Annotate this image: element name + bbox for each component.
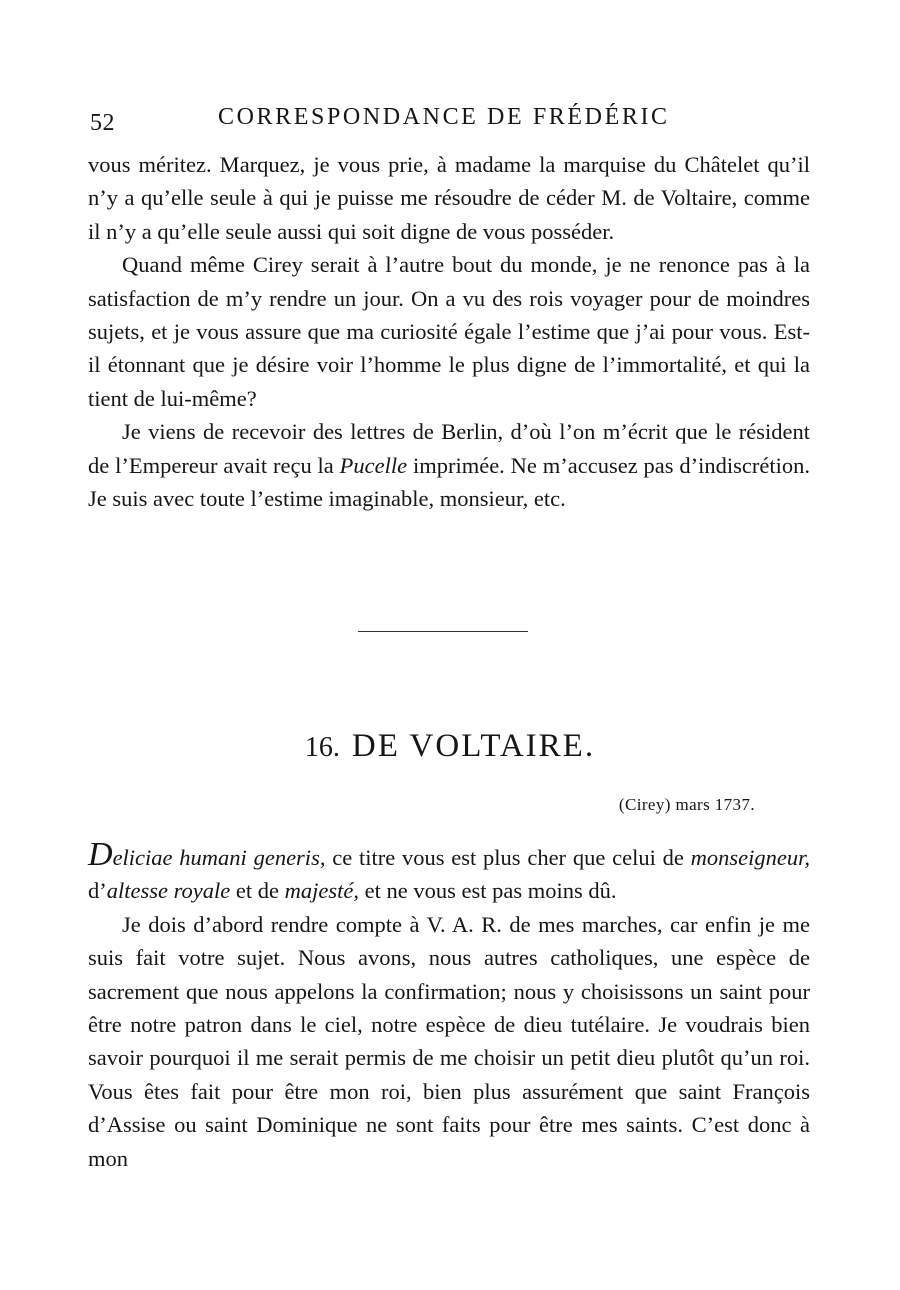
text-run: imprimée. Ne m’accusez pas d’indiscrétion. Je suis avec toute l’estime imaginable, monsieur, etc. [88,452,810,512]
letter-title: DE VOLTAIRE. [351,728,596,764]
text-run: ce titre vous est plus cher que celui de [325,845,691,870]
italic-word: majesté, [284,878,359,904]
drop-letter: D [88,836,113,873]
text-run: et ne vous est pas moins dû. [358,878,617,904]
letter-number: 16. [304,732,340,763]
letter-heading [0,728,900,765]
latin-phrase: eliciae humani generis, [112,845,326,870]
preceding-letter-text [88,148,810,515]
paragraph: Je dois d’abord rendre compte à V. A. R. de mes marches, car enfin je me suis fait votre sujet. Nous avons, nous autres catholiques, une espèce de sacrement que nous appelons la confirmation; nous y choisissons un saint pour être notre patron dans le ciel, notre espèce de dieu tutélaire. Je voudrais bien savoir pourquoi il me serait permis de me choisir un petit dieu plutôt qu’un roi. Vous êtes fait pour être mon roi, bien plus assurément que saint François d’Assise ou saint Dominique ne sont faits pour être mes saints. C’est donc à mon [88,911,810,1171]
letter-text [88,838,810,1175]
opening-paragraph [88,838,810,908]
paragraph: vous méritez. Marquez, je vous prie, à madame la marquise du Châtelet qu’il n’y a qu’elle seule à qui je puisse me résoudre de céder M. de Voltaire, comme il n’y a qu’elle seule aussi qui soit digne de vous posséder. [88,152,810,244]
letter-dateline: (Cirey) mars 1737. [618,795,755,814]
text-run: et de [230,878,285,904]
paragraph [88,415,810,515]
italic-word: monseigneur, [690,845,810,870]
italic-word: altesse royale [106,878,231,904]
running-head [90,98,810,138]
section-divider [358,631,528,632]
text-run: Je viens de recevoir des lettres de Berlin, d’où l’on m’écrit que le résident de l’Empereur avait reçu la [88,419,810,478]
running-title: CORRESPONDANCE DE FRÉDÉRIC [218,104,670,130]
text-run: d’ [88,878,107,904]
italic-title-pucelle: Pucelle [339,452,408,478]
latin-salutation [88,836,326,873]
paragraph: Quand même Cirey serait à l’autre bout du monde, je ne renonce pas à la satisfaction de m’y rendre un jour. On a vu des rois voyager pour de moindres sujets, et je vous assure que ma curiosité égale l’estime que j’ai pour vous. Est-il étonnant que je désire voir l’homme le plus digne de l’immortalité, et qui la tient de lui-même? [88,252,810,411]
page-number: 52 [90,110,115,136]
